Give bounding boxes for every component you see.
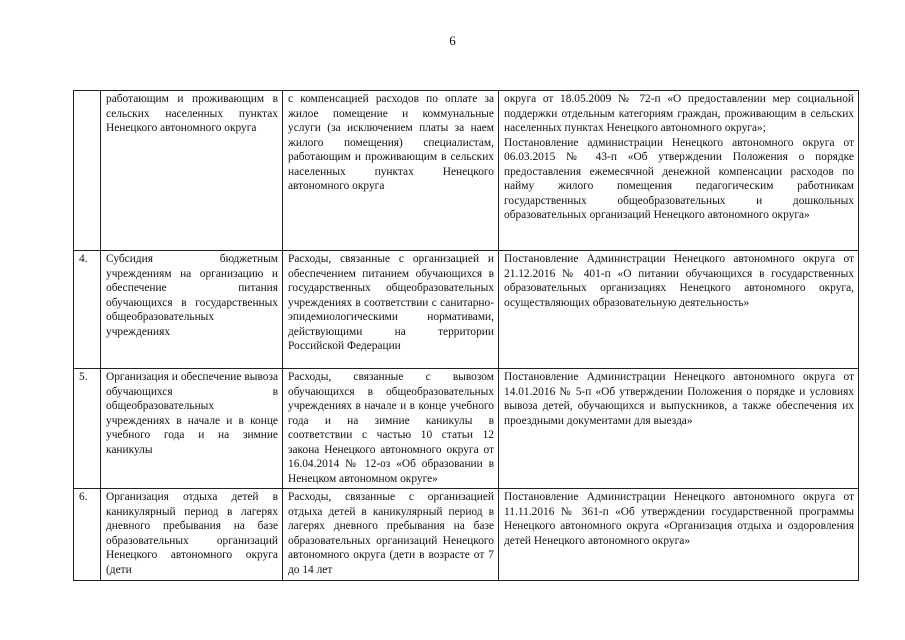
expense-description: Расходы, связанные с вывозом обучающихся в общеобразовательных учреждениях в начале и в конце учебного года и на зимние каникулы в соответствии с частью 10 статьи 12 закона Ненецкого автономного округа от 16.04.2014 № 12-оз «Об образовании в Ненецком автономном округе» (283, 369, 499, 489)
expense-description: с компенсацией расходов по оплате за жилое помещение и коммунальные услуги (за исключением платы за наем жилого помещения) специалистам, работающим и проживающим в сельских населенных пунктах Ненецкого автономного округа (283, 91, 499, 251)
expense-description: Расходы, связанные с организацией и обеспечением питанием обучающихся в государственных общеобразовательных учреждениях в соответствии с санитарно-эпидемиологическими нормативами, действующими на территории Российской Федерации (283, 251, 499, 369)
row-number (74, 91, 101, 251)
legal-basis (499, 91, 859, 251)
row-number: 6. (74, 489, 101, 581)
table-row (74, 489, 859, 581)
legal-basis (499, 489, 859, 581)
expense-description: Расходы, связанные с организацией отдыха детей в каникулярный период в лагерях дневного пребывания на базе образовательных организаций Ненецкого автономного округа (дети в возрасте от 7 до 14 лет (283, 489, 499, 581)
measure-name: Субсидия бюджетным учреждениям на организацию и обеспечение питания обучающихся в государственных общеобразовательных учреждениях (101, 251, 283, 369)
measure-name: работающим и проживающим в сельских населенных пунктах Ненецкого автономного округа (101, 91, 283, 251)
legal-document: Постановление Администрации Ненецкого автономного округа от 21.12.2016 № 401-п «О питании обучающихся в государственных образовательных организациях Ненецкого автономного округа, осуществляющих образовательную деятельность» (504, 253, 854, 309)
legal-document: Постановление Администрации Ненецкого автономного округа от 14.01.2016 № 5-п «Об утверждении Положения о порядке и условиях вывоза детей, обучающихся и выпускников, а также обеспечения их проездными документами для выезда» (504, 371, 854, 427)
measure-name: Организация и обеспечение вывоза обучающихся в общеобразовательных учреждениях в начале и в конце учебного года и на зимние каникулы (101, 369, 283, 489)
table-row (74, 251, 859, 369)
legal-document: Постановление администрации Ненецкого автономного округа от 06.03.2015 № 43-п «Об утверждении Положения о порядке предоставления ежемесячной денежной компенсации расходов по найму жилого помещения педагогическим работникам государственных общеобразовательных и дошкольных образовательных организаций Ненецкого автономного округа» (504, 136, 854, 221)
row-number: 5. (74, 369, 101, 489)
measure-name: Организация отдыха детей в каникулярный период в лагерях дневного пребывания на базе образовательных организаций Ненецкого автономного округа (дети (101, 489, 283, 581)
legal-document: округа от 18.05.2009 № 72-п «О предоставлении мер социальной поддержки отдельным категориям граждан, проживающим в сельских населенных пунктах Ненецкого автономного округа»; (504, 93, 854, 134)
legal-basis (499, 251, 859, 369)
expenses-table (73, 90, 859, 581)
table-row (74, 91, 859, 251)
table-row (74, 369, 859, 489)
row-number: 4. (74, 251, 101, 369)
page-number: 6 (449, 33, 456, 48)
legal-document: Постановление Администрации Ненецкого автономного округа от 11.11.2016 № 361-п «Об утверждении государственной программы Ненецкого автономного округа «Организация отдыха и оздоровления детей Ненецкого автономного округа» (504, 491, 854, 547)
legal-basis (499, 369, 859, 489)
